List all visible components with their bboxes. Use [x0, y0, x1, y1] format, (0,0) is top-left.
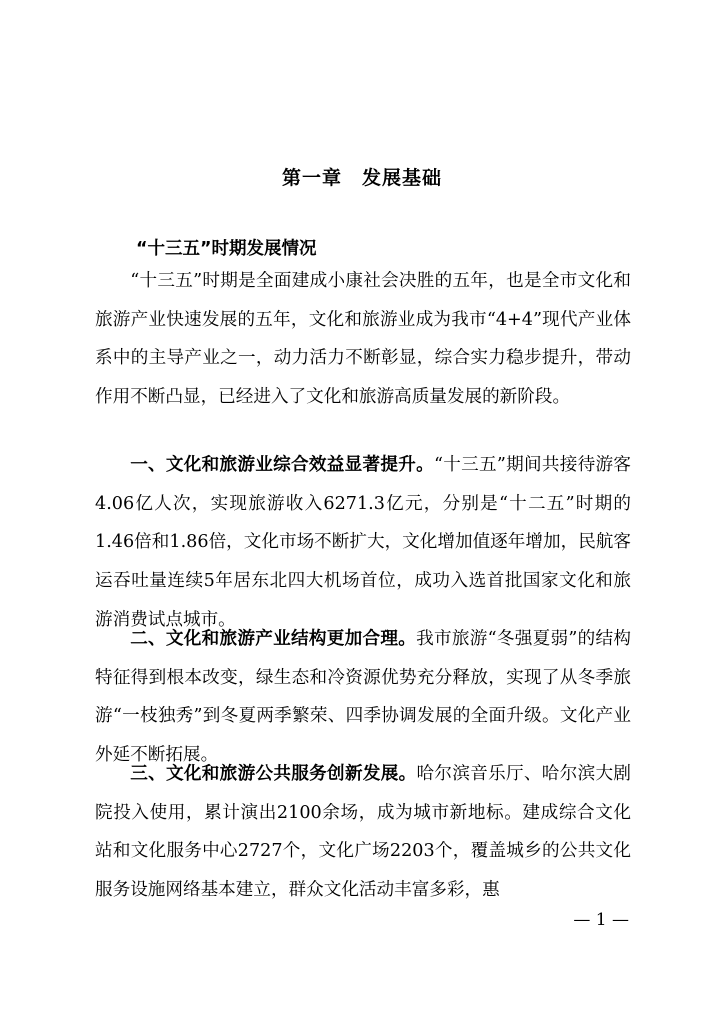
item-paragraph-text — [95, 446, 631, 640]
item-paragraph-2 — [95, 620, 631, 775]
item-text: 哈尔滨音乐厅、哈尔滨大剧院投入使用，累计演出2100余场，成为城市新地标。建成综合文化站和文化服务中心2727个，文化广场2203个，覆盖城乡的公共文化服务设施网络基本建立，群众文化活动丰富多彩，惠 — [95, 764, 631, 901]
item-text: “十三五”期间共接待游客4.06亿人次，实现旅游收入6271.3亿元，分别是“十二五”时期的1.46倍和1.86倍，文化市场不断扩大，文化增加值逐年增加，民航客运吞吐量连续5年居东北四大机场首位，成功入选首批国家文化和旅游消费试点城市。 — [95, 455, 631, 630]
intro-paragraph: “十三五”时期是全面建成小康社会决胜的五年，也是全市文化和旅游产业快速发展的五年，文化和旅游业成为我市“4+4”现代产业体系中的主导产业之一，动力活力不断彰显，综合实力稳步提升，带动作用不断凸显，已经进入了文化和旅游高质量发展的新阶段。 — [95, 271, 631, 408]
item-text: 我市旅游“冬强夏弱”的结构特征得到根本改变，绿生态和冷资源优势充分释放，实现了从冬季旅游“一枝独秀”到冬夏两季繁荣、四季协调发展的全面升级。文化产业外延不断拓展。 — [95, 629, 631, 766]
intro-paragraph-block — [95, 262, 631, 417]
item-lead: 二、文化和旅游产业结构更加合理。 — [130, 629, 417, 649]
page-number: — 1 — — [573, 910, 629, 930]
chapter-title: 第一章 发展基础 — [281, 167, 442, 189]
item-paragraph-text — [95, 620, 631, 775]
item-lead: 三、文化和旅游公共服务创新发展。 — [130, 764, 417, 784]
item-lead: 一、文化和旅游业综合效益显著提升。 — [130, 455, 434, 475]
section-heading: “十三五”时期发展情况 — [136, 239, 317, 259]
item-paragraph-text — [95, 755, 631, 910]
item-paragraph-3 — [95, 755, 631, 910]
item-paragraph-1 — [95, 446, 631, 640]
